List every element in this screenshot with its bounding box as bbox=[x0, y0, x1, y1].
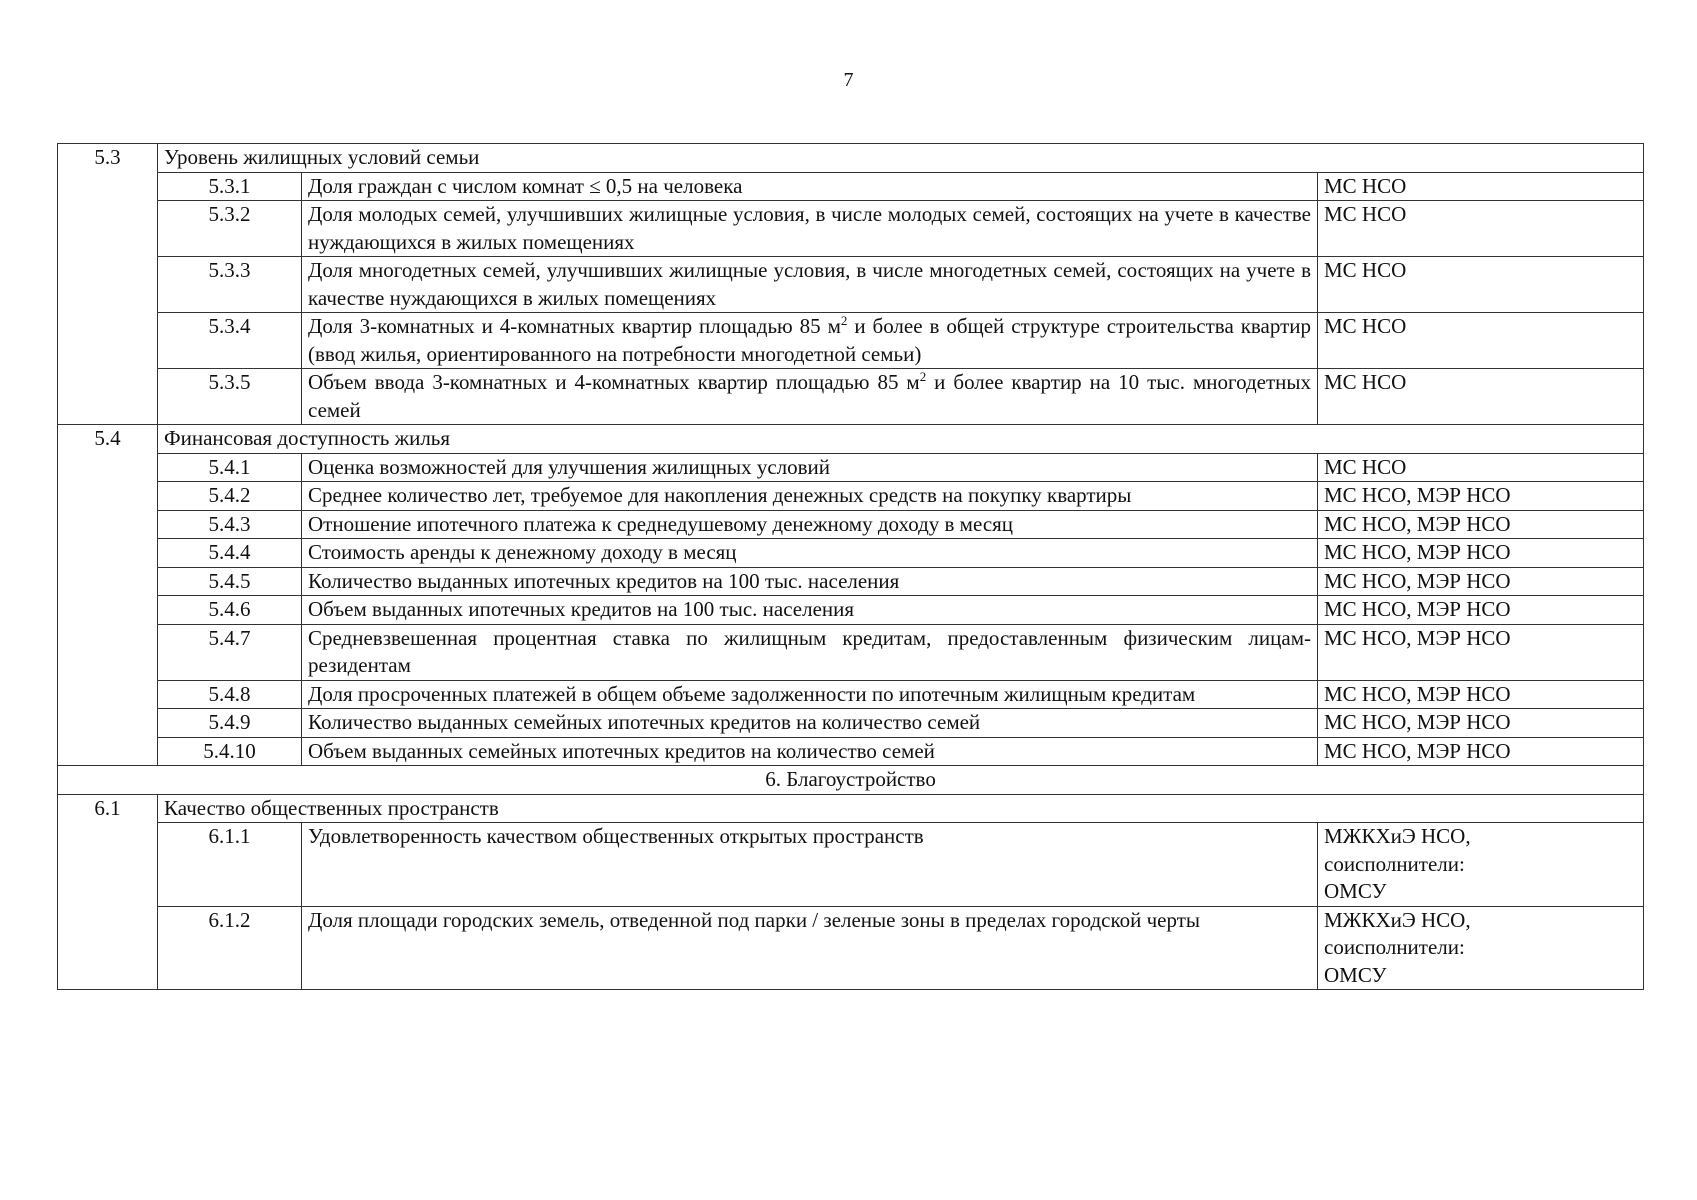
section-row bbox=[58, 425, 1644, 454]
superscript: 2 bbox=[919, 369, 927, 384]
row-text-part: Объем ввода 3-комнатных и 4-комнатных квартир площадью 85 м bbox=[308, 370, 920, 394]
row-number: 5.3.3 bbox=[158, 257, 302, 313]
section-number: 5.3 bbox=[58, 144, 158, 425]
row-text: Удовлетворенность качеством общественных открытых пространств bbox=[302, 823, 1318, 907]
row-text-part: и более квартир на 10 тыс. многодетных семей bbox=[308, 370, 1311, 422]
section-row bbox=[58, 794, 1644, 823]
executor-line: МЖКХиЭ НСО, bbox=[1324, 824, 1471, 848]
table-row bbox=[58, 453, 1644, 482]
section-title: Финансовая доступность жилья bbox=[158, 425, 1644, 454]
row-executor: МС НСО, МЭР НСО bbox=[1318, 482, 1644, 511]
row-executor: МС НСО, МЭР НСО bbox=[1318, 510, 1644, 539]
row-executor bbox=[1318, 823, 1644, 907]
row-number: 6.1.1 bbox=[158, 823, 302, 907]
row-number: 5.4.6 bbox=[158, 596, 302, 625]
section-title: Качество общественных пространств bbox=[158, 794, 1644, 823]
section-title: Уровень жилищных условий семьи bbox=[158, 144, 1644, 173]
table-row bbox=[58, 539, 1644, 568]
row-text-part: и более в общей структуре строительства квартир (ввод жилья, ориентированного на потребности многодетной семьи) bbox=[308, 314, 1312, 366]
row-number: 5.3.1 bbox=[158, 172, 302, 201]
row-number: 5.4.8 bbox=[158, 680, 302, 709]
row-text: Доля площади городских земель, отведенной под парки / зеленые зоны в пределах городской черты bbox=[302, 906, 1318, 990]
table-row bbox=[58, 709, 1644, 738]
table-row bbox=[58, 482, 1644, 511]
row-text bbox=[302, 313, 1318, 369]
superscript: 2 bbox=[840, 313, 848, 328]
table-row bbox=[58, 906, 1644, 990]
row-text: Доля многодетных семей, улучшивших жилищные условия, в числе многодетных семей, состоящих на учете в качестве нуждающихся в жилых помещениях bbox=[302, 257, 1318, 313]
row-text: Объем выданных семейных ипотечных кредитов на количество семей bbox=[302, 737, 1318, 766]
row-executor: МС НСО bbox=[1318, 201, 1644, 257]
table-row bbox=[58, 624, 1644, 680]
row-text: Доля просроченных платежей в общем объеме задолженности по ипотечным жилищным кредитам bbox=[302, 680, 1318, 709]
chapter-row bbox=[58, 766, 1644, 795]
row-number: 6.1.2 bbox=[158, 906, 302, 990]
row-text: Оценка возможностей для улучшения жилищных условий bbox=[302, 453, 1318, 482]
row-text: Количество выданных ипотечных кредитов на 100 тыс. населения bbox=[302, 567, 1318, 596]
row-number: 5.4.1 bbox=[158, 453, 302, 482]
row-executor bbox=[1318, 906, 1644, 990]
row-text: Отношение ипотечного платежа к среднедушевому денежному доходу в месяц bbox=[302, 510, 1318, 539]
table-row bbox=[58, 596, 1644, 625]
row-executor: МС НСО bbox=[1318, 369, 1644, 425]
row-executor: МС НСО, МЭР НСО bbox=[1318, 680, 1644, 709]
section-row bbox=[58, 144, 1644, 173]
row-executor: МС НСО, МЭР НСО bbox=[1318, 737, 1644, 766]
row-executor: МС НСО bbox=[1318, 453, 1644, 482]
row-text: Среднее количество лет, требуемое для накопления денежных средств на покупку квартиры bbox=[302, 482, 1318, 511]
row-executor: МС НСО, МЭР НСО bbox=[1318, 567, 1644, 596]
row-executor: МС НСО, МЭР НСО bbox=[1318, 624, 1644, 680]
row-number: 5.4.9 bbox=[158, 709, 302, 738]
row-number: 5.3.2 bbox=[158, 201, 302, 257]
row-number: 5.3.4 bbox=[158, 313, 302, 369]
row-text: Доля молодых семей, улучшивших жилищные условия, в числе молодых семей, состоящих на учете в качестве нуждающихся в жилых помещениях bbox=[302, 201, 1318, 257]
row-executor: МС НСО, МЭР НСО bbox=[1318, 596, 1644, 625]
row-text: Объем выданных ипотечных кредитов на 100 тыс. населения bbox=[302, 596, 1318, 625]
row-number: 5.4.7 bbox=[158, 624, 302, 680]
section-number: 5.4 bbox=[58, 425, 158, 766]
table-row bbox=[58, 257, 1644, 313]
executor-line: ОМСУ bbox=[1324, 962, 1387, 987]
executor-line: МЖКХиЭ НСО, bbox=[1324, 907, 1471, 932]
table-row bbox=[58, 510, 1644, 539]
row-number: 5.3.5 bbox=[158, 369, 302, 425]
row-text bbox=[302, 369, 1318, 425]
row-number: 5.4.3 bbox=[158, 510, 302, 539]
executor-line: соисполнители: bbox=[1324, 851, 1465, 876]
row-text: Средневзвешенная процентная ставка по жилищным кредитам, предоставленным физическим лицам-резидентам bbox=[302, 624, 1318, 680]
indicators-table bbox=[57, 143, 1644, 990]
table-row bbox=[58, 172, 1644, 201]
row-text: Количество выданных семейных ипотечных кредитов на количество семей bbox=[302, 709, 1318, 738]
table-row bbox=[58, 369, 1644, 425]
executor-line: соисполнители: bbox=[1324, 935, 1465, 959]
row-number: 5.4.4 bbox=[158, 539, 302, 568]
row-text: Стоимость аренды к денежному доходу в месяц bbox=[302, 539, 1318, 568]
table-row bbox=[58, 823, 1644, 907]
row-executor: МС НСО bbox=[1318, 313, 1644, 369]
page-number: 7 bbox=[843, 69, 854, 91]
row-number: 5.4.2 bbox=[158, 482, 302, 511]
row-number: 5.4.10 bbox=[158, 737, 302, 766]
row-executor: МС НСО, МЭР НСО bbox=[1318, 709, 1644, 738]
row-executor: МС НСО bbox=[1318, 257, 1644, 313]
row-number: 5.4.5 bbox=[158, 567, 302, 596]
executor-line: ОМСУ bbox=[1324, 879, 1387, 903]
table-row bbox=[58, 567, 1644, 596]
row-text-part: Доля 3-комнатных и 4-комнатных квартир площадью 85 м bbox=[308, 314, 841, 338]
table-row bbox=[58, 201, 1644, 257]
chapter-title: 6. Благоустройство bbox=[58, 766, 1644, 795]
row-executor: МС НСО bbox=[1318, 172, 1644, 201]
table-row bbox=[58, 313, 1644, 369]
section-number: 6.1 bbox=[58, 794, 158, 990]
table-row bbox=[58, 680, 1644, 709]
row-text: Доля граждан с числом комнат ≤ 0,5 на человека bbox=[302, 172, 1318, 201]
table-row bbox=[58, 737, 1644, 766]
row-executor: МС НСО, МЭР НСО bbox=[1318, 539, 1644, 568]
